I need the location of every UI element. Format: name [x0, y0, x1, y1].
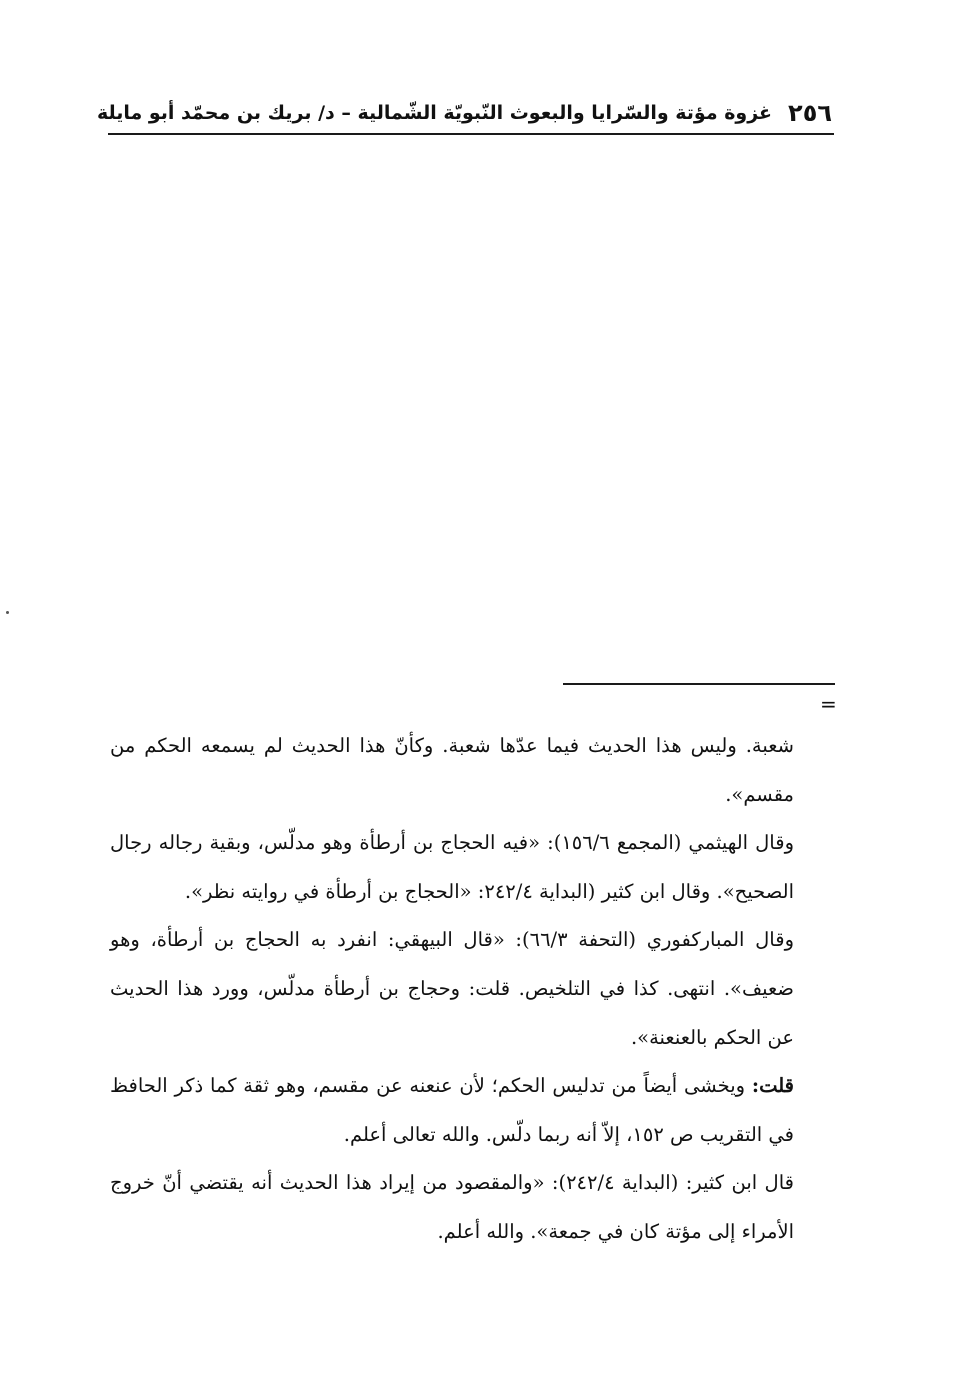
- running-title: غزوة مؤتة والسّرايا والبعوث النّبويّة الشّمالية – د/ بريك بن محمّد أبو مايلة: [96, 102, 773, 124]
- footnote-paragraph: [110, 916, 794, 1062]
- footnote-paragraph: [110, 1062, 794, 1159]
- running-header: [96, 96, 832, 130]
- footnote-text: [110, 722, 794, 1257]
- footnote-paragraph: [110, 819, 794, 916]
- paragraph-text: قال ابن كثير: (البداية ٢٤٢/٤): «والمقصود من إيراد هذا الحديث أنه يقتضي أنّ خروج الأمراء إلى مؤتة كان في جمعة». والله أعلم.: [110, 1171, 794, 1243]
- scan-speck: [6, 611, 9, 614]
- footnote-paragraph: [110, 1159, 794, 1256]
- paragraph-text: شعبة. وليس هذا الحديث فيما عدّها شعبة. وكأنّ هذا الحديث لم يسمعه الحكم من مقسم».: [110, 734, 794, 806]
- footnote-continuation-mark: =: [820, 692, 837, 716]
- paragraph-text: ويخشى أيضاً من تدليس الحكم؛ لأن عنعنه عن مقسم، وهو ثقة كما ذكر الحافظ في التقريب ص ١٥٢، إلاّ أنه ربما دلّس. والله تعالى أعلم.: [110, 1074, 794, 1146]
- paragraph-text: وقال المباركفوري (التحفة ٦٦/٣): «قال البيهقي: انفرد به الحجاج بن أرطأة، وهو ضعيف». انتهى. كذا في التلخيص. قلت: وحجاج بن أرطأة مدلّس، وورد هذا الحديث عن الحكم بالعنعنة».: [110, 928, 794, 1049]
- paragraph-lead-word: قلت:: [751, 1074, 794, 1098]
- footnote-paragraph: [110, 722, 794, 819]
- paragraph-text: وقال الهيثمي (المجمع ١٥٦/٦): «فيه الحجاج بن أرطأة وهو مدلّس، وبقية رجاله رجال الصحيح». وقال ابن كثير (البداية ٢٤٢/٤: «الحجاج بن أرطأة في روايته نظر».: [110, 831, 794, 903]
- page-number: ٢٥٦: [788, 99, 832, 127]
- footnote-separator: [563, 683, 835, 685]
- header-rule: [108, 133, 834, 135]
